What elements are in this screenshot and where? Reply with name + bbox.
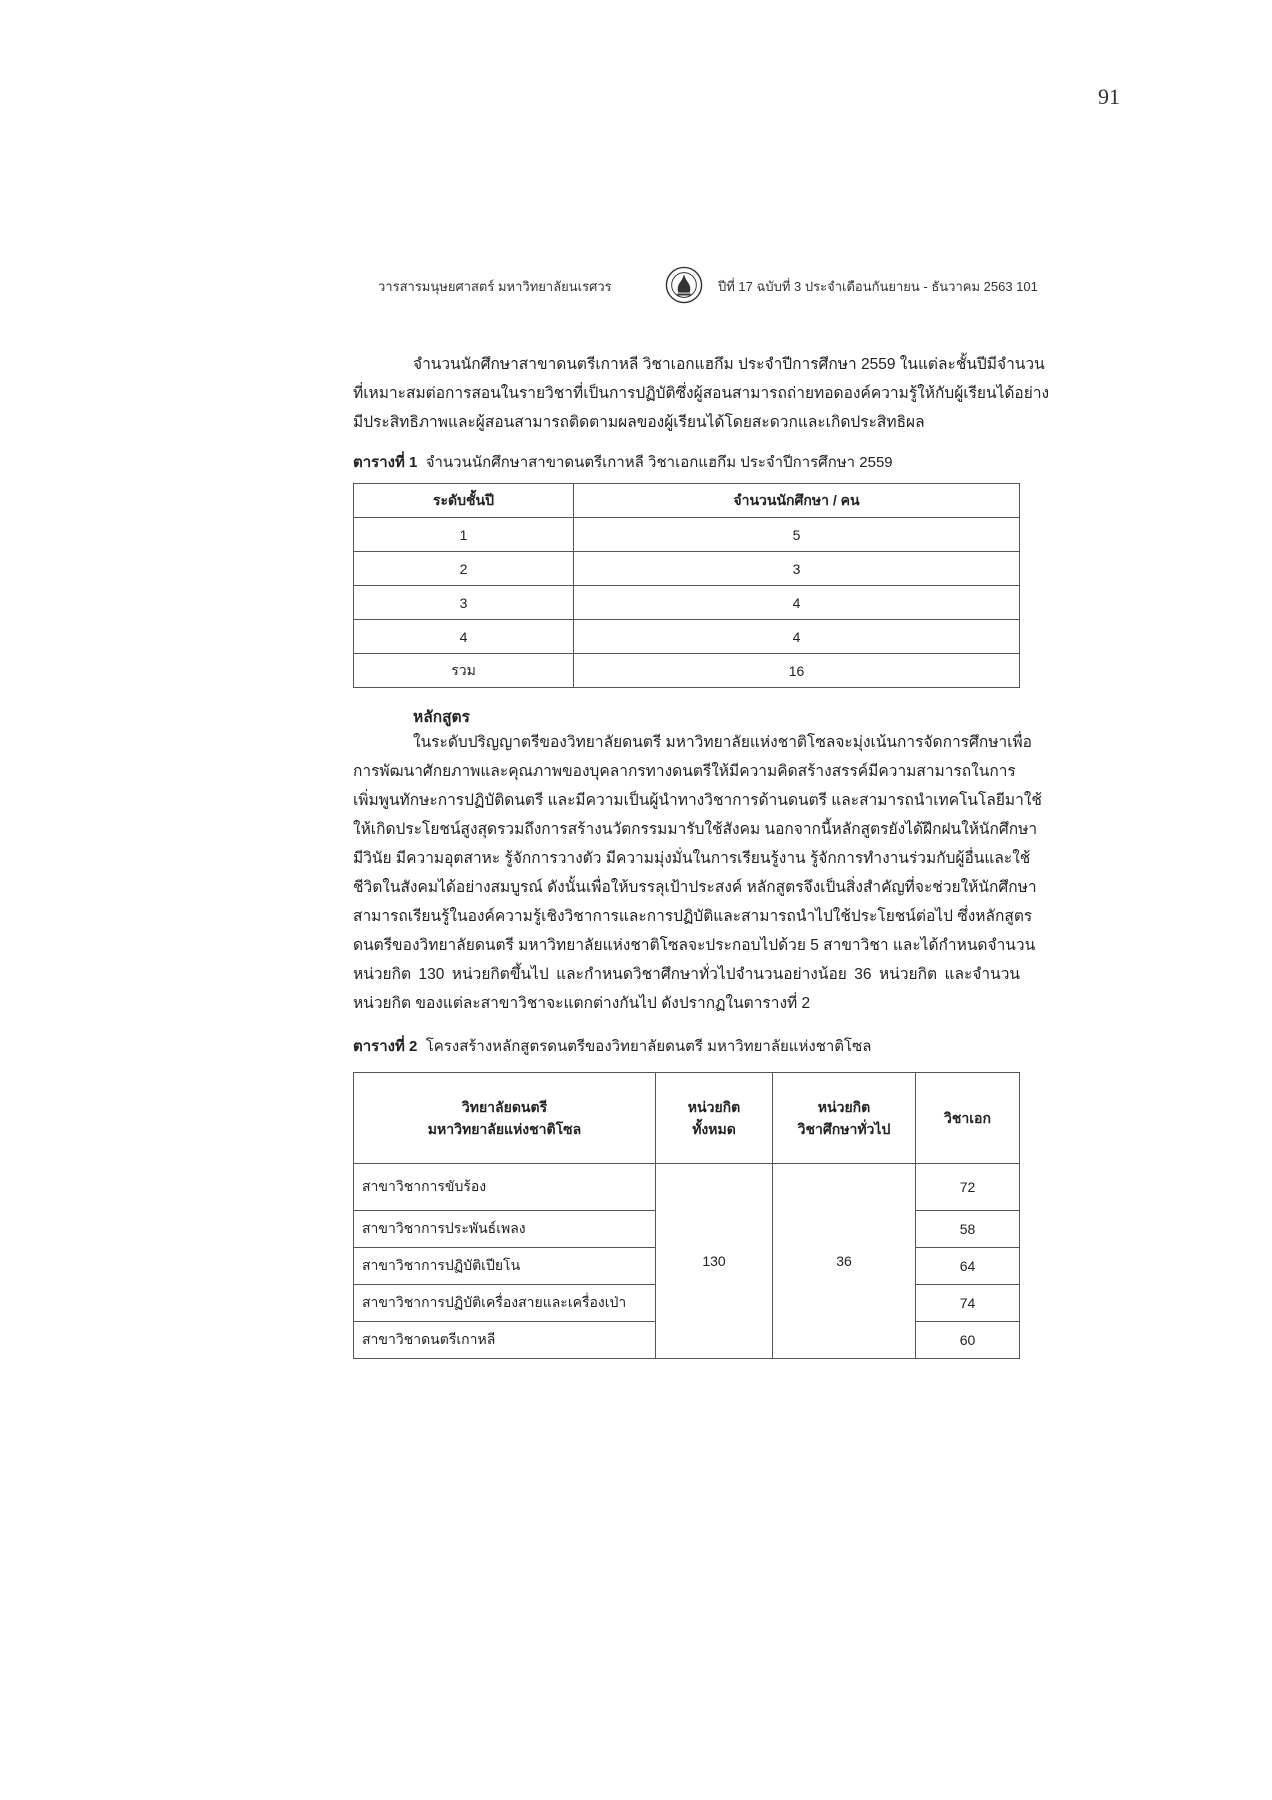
cell-program: สาขาวิชาการปฏิบัติเครื่องสายและเครื่องเป่า xyxy=(354,1285,656,1322)
table-row xyxy=(354,518,1020,552)
cell-major: 64 xyxy=(916,1248,1020,1285)
cell-year: รวม xyxy=(354,654,574,688)
journal-title: วารสารมนุษยศาสตร์ มหาวิทยาลัยนเรศวร xyxy=(378,279,612,294)
col-header-general-credits: หน่วยกิต วิชาศึกษาทั่วไป xyxy=(773,1073,916,1164)
cell-year: 4 xyxy=(354,620,574,654)
intro-line: มีประสิทธิภาพและผู้สอนสามารถติดตามผลของผู้เรียนได้โดยสะดวกและเกิดประสิทธิผล xyxy=(353,414,925,431)
cell-major: 60 xyxy=(916,1322,1020,1359)
body-line: หน่วยกิต ของแต่ละสาขาวิชาจะแตกต่างกันไป ดังปรากฏในตารางที่ 2 xyxy=(353,995,811,1012)
table1-caption xyxy=(353,450,893,474)
body-line: เพิ่มพูนทักษะการปฏิบัติดนตรี และมีความเป็นผู้นำทางวิชาการด้านดนตรี และสามารถนำเทคโนโลยีมาใช้ xyxy=(353,792,1042,809)
cell-count: 16 xyxy=(574,654,1020,688)
table-row xyxy=(354,586,1020,620)
body-line: สามารถเรียนรู้ในองค์ความรู้เชิงวิชาการและการปฏิบัติและสามารถนำไปใช้ประโยชน์ต่อไป ซึ่งหลักสูตร xyxy=(353,908,1033,925)
cell-general-credits: 36 xyxy=(773,1164,916,1359)
curriculum-structure-table xyxy=(353,1072,1020,1359)
table2-caption xyxy=(353,1034,871,1058)
table2-label: ตารางที่ 2 xyxy=(353,1038,418,1055)
cell-program: สาขาวิชาการประพันธ์เพลง xyxy=(354,1211,656,1248)
student-count-table xyxy=(353,483,1020,688)
issue-info: ปีที่ 17 ฉบับที่ 3 ประจำเดือนกันยายน - ธันวาคม 2563 101 xyxy=(718,279,1038,294)
body-line: ชีวิตในสังคมได้อย่างสมบูรณ์ ดังนั้นเพื่อให้บรรลุเป้าประสงค์ หลักสูตรจึงเป็นสิ่งสำคัญที่จะช่วยให้นักศึกษา xyxy=(353,879,1037,896)
university-seal-logo xyxy=(665,266,703,304)
cell-program: สาขาวิชาการขับร้อง xyxy=(354,1164,656,1211)
col-header-college: วิทยาลัยดนตรี มหาวิทยาลัยแห่งชาติโซล xyxy=(354,1073,656,1164)
section-heading: หลักสูตร xyxy=(413,709,470,726)
table2-caption-text: โครงสร้างหลักสูตรดนตรีของวิทยาลัยดนตรี มหาวิทยาลัยแห่งชาติโซล xyxy=(425,1038,872,1055)
body-line: ดนตรีของวิทยาลัยดนตรี มหาวิทยาลัยแห่งชาติโซลจะประกอบไปด้วย 5 สาขาวิชา และได้กำหนดจำนวน xyxy=(353,937,1036,954)
body-line: ในระดับปริญญาตรีของวิทยาลัยดนตรี มหาวิทยาลัยแห่งชาติโซลจะมุ่งเน้นการจัดการศึกษาเพื่อ xyxy=(413,734,1032,751)
cell-major: 72 xyxy=(916,1164,1020,1211)
col-header-major: วิชาเอก xyxy=(916,1073,1020,1164)
col-header-total-credits: หน่วยกิต ทั้งหมด xyxy=(656,1073,773,1164)
page-number: 91 xyxy=(1098,84,1120,109)
cell-count: 5 xyxy=(574,518,1020,552)
col-header-year: ระดับชั้นปี xyxy=(354,484,574,518)
table-header-row xyxy=(354,1073,1020,1164)
body-line: ให้เกิดประโยชน์สูงสุดรวมถึงการสร้างนวัตกรรมมารับใช้สังคม นอกจากนี้หลักสูตรยังได้ฝึกฝนให้นักศึกษา xyxy=(353,821,1038,838)
body-line: มีวินัย มีความอุตสาหะ รู้จักการวางตัว มีความมุ่งมั่นในการเรียนรู้งาน รู้จักการทำงานร่วมกับผู้อื่นและใช้ xyxy=(353,850,1031,867)
table-row-total xyxy=(354,654,1020,688)
cell-year: 3 xyxy=(354,586,574,620)
table-header-row xyxy=(354,484,1020,518)
cell-total-credits: 130 xyxy=(656,1164,773,1359)
body-line: การพัฒนาศักยภาพและคุณภาพของบุคลากรทางดนตรีให้มีความคิดสร้างสรรค์มีความสามารถในการ xyxy=(353,763,1016,780)
cell-count: 4 xyxy=(574,620,1020,654)
cell-major: 74 xyxy=(916,1285,1020,1322)
cell-count: 3 xyxy=(574,552,1020,586)
cell-program: สาขาวิชาการปฏิบัติเปียโน xyxy=(354,1248,656,1285)
table-row xyxy=(354,1164,1020,1211)
cell-year: 2 xyxy=(354,552,574,586)
cell-program: สาขาวิชาดนตรีเกาหลี xyxy=(354,1322,656,1359)
body-line: หน่วยกิต 130 หน่วยกิตขึ้นไป และกำหนดวิชาศึกษาทั่วไปจำนวนอย่างน้อย 36 หน่วยกิต และจำนวน xyxy=(353,966,1020,983)
intro-line: จำนวนนักศึกษาสาขาดนตรีเกาหลี วิชาเอกแฮกึม ประจำปีการศึกษา 2559 ในแต่ละชั้นปีมีจำนวน xyxy=(413,356,1045,373)
intro-line: ที่เหมาะสมต่อการสอนในรายวิชาที่เป็นการปฏิบัติซึ่งผู้สอนสามารถถ่ายทอดองค์ความรู้ให้กับผู้เรียนได้อย่าง xyxy=(353,385,1050,402)
table1-label: ตารางที่ 1 xyxy=(353,454,418,471)
cell-year: 1 xyxy=(354,518,574,552)
table-row xyxy=(354,552,1020,586)
table-row xyxy=(354,620,1020,654)
cell-count: 4 xyxy=(574,586,1020,620)
table1-caption-text: จำนวนนักศึกษาสาขาดนตรีเกาหลี วิชาเอกแฮกึม ประจำปีการศึกษา 2559 xyxy=(425,454,893,471)
col-header-count: จำนวนนักศึกษา / คน xyxy=(574,484,1020,518)
cell-major: 58 xyxy=(916,1211,1020,1248)
